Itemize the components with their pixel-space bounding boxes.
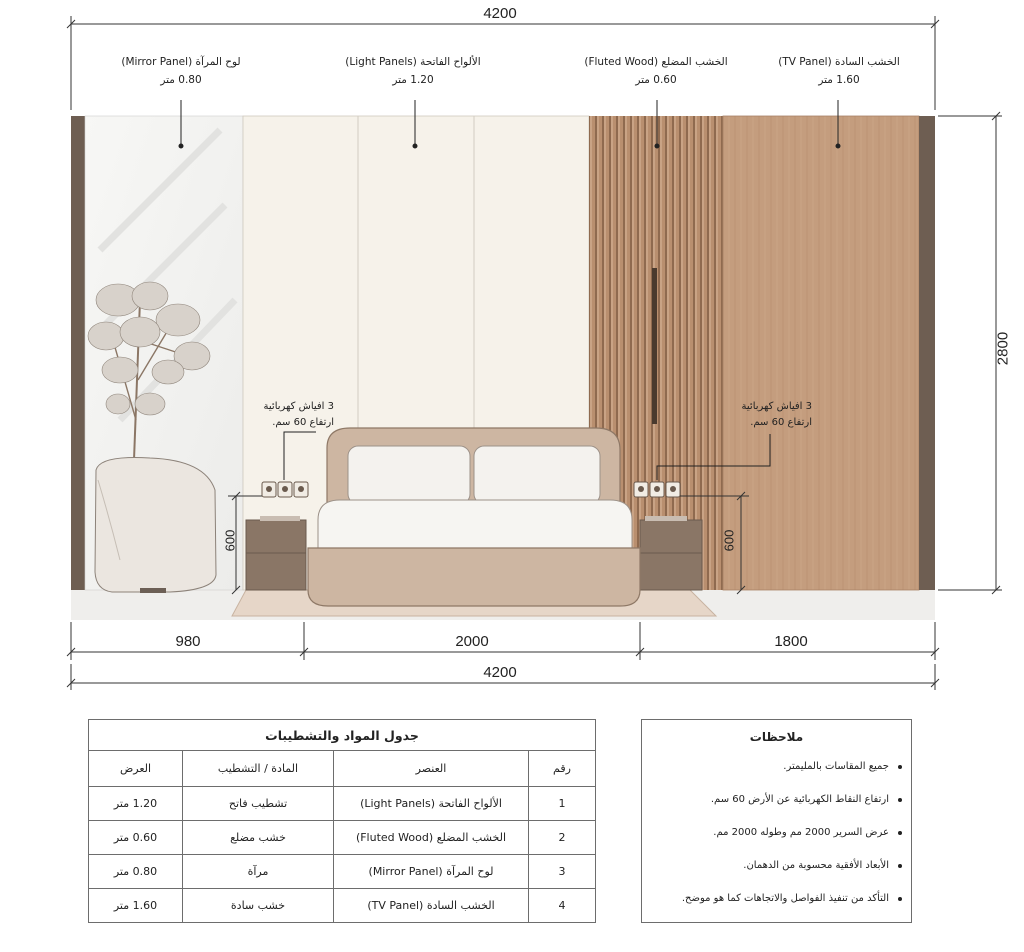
row-element: لوح المرآة (Mirror Panel) xyxy=(334,855,529,889)
row-width: 0.80 متر xyxy=(89,855,183,889)
row-material: خشب مضلع xyxy=(183,821,334,855)
header-element: العنصر xyxy=(334,751,529,787)
total-width-bottom-label: 4200 xyxy=(483,664,517,681)
note-item: ارتفاع النقاط الكهربائية عن الأرض 60 سم. xyxy=(648,783,889,816)
row-element: الخشب السادة (TV Panel) xyxy=(334,889,529,923)
row-material: تشطيب فاتح xyxy=(183,787,334,821)
notes-box xyxy=(641,719,912,923)
height-dimension-line xyxy=(938,112,1002,594)
notes-list xyxy=(642,750,911,915)
callout-fluted-wood xyxy=(568,53,744,89)
pillow xyxy=(348,446,470,504)
table-row xyxy=(89,855,596,889)
armchair xyxy=(95,458,216,594)
callout-title: الخشب السادة (TV Panel) xyxy=(778,56,900,68)
note-item: التأكد من تنفيذ الفواصل والاتجاهات كما هو موضح. xyxy=(648,882,889,915)
right-socket-note xyxy=(724,399,812,431)
socket-note-height: ارتفاع 60 سم. xyxy=(272,417,334,428)
left-socket-group xyxy=(262,482,308,497)
left-frame-post xyxy=(71,116,85,590)
bed-base xyxy=(308,548,640,606)
right-nightstand xyxy=(640,516,702,590)
left-span-label: 980 xyxy=(175,633,201,650)
callout-width: 0.60 متر xyxy=(635,74,677,86)
callout-title: الخشب المضلع (Fluted Wood) xyxy=(584,56,728,68)
materials-table xyxy=(88,719,596,923)
row-width: 1.20 متر xyxy=(89,787,183,821)
table-row xyxy=(89,889,596,923)
note-item: الأبعاد الأفقية محسوبة من الدهمان. xyxy=(648,849,889,882)
left-socket-note xyxy=(246,399,334,431)
header-width: العرض xyxy=(89,751,183,787)
row-element: الخشب المضلع (Fluted Wood) xyxy=(334,821,529,855)
left-nightstand xyxy=(246,516,306,590)
row-num: 4 xyxy=(529,889,596,923)
tv-panel xyxy=(723,116,919,590)
right-frame-post xyxy=(919,116,935,590)
callout-title: لوح المرآة (Mirror Panel) xyxy=(121,56,241,68)
socket-note-height: ارتفاع 60 سم. xyxy=(750,417,812,428)
header-num: رقم xyxy=(529,751,596,787)
right-socket-group xyxy=(634,482,680,497)
callout-mirror-panel xyxy=(100,53,262,89)
callout-width: 1.20 متر xyxy=(392,74,434,86)
fluted-panel-handle xyxy=(652,268,657,424)
pillow xyxy=(474,446,600,504)
bed-duvet xyxy=(318,500,632,552)
left-socket-height-label: 600 xyxy=(222,529,238,552)
row-width: 0.60 متر xyxy=(89,821,183,855)
row-num: 2 xyxy=(529,821,596,855)
socket-note-count: 3 افياش كهربائية xyxy=(263,401,334,412)
right-span-label: 1800 xyxy=(774,633,808,650)
row-num: 1 xyxy=(529,787,596,821)
row-element: الألواح الفاتحة (Light Panels) xyxy=(334,787,529,821)
note-item: جميع المقاسات بالمليمتر. xyxy=(648,750,889,783)
socket-note-count: 3 افياش كهربائية xyxy=(741,401,812,412)
callout-width: 1.60 متر xyxy=(818,74,860,86)
callout-tv-panel xyxy=(763,53,915,89)
row-width: 1.60 متر xyxy=(89,889,183,923)
total-width-top-label: 4200 xyxy=(483,5,517,22)
row-num: 3 xyxy=(529,855,596,889)
row-material: خشب سادة xyxy=(183,889,334,923)
callout-light-panels xyxy=(323,53,503,89)
header-material: المادة / التشطيب xyxy=(183,751,334,787)
table-row xyxy=(89,821,596,855)
materials-table-title: جدول المواد والتشطيبات xyxy=(89,720,596,751)
callout-width: 0.80 متر xyxy=(160,74,202,86)
row-material: مرآة xyxy=(183,855,334,889)
bed xyxy=(308,428,640,606)
table-row xyxy=(89,787,596,821)
total-height-label: 2800 xyxy=(994,331,1012,366)
note-item: عرض السرير 2000 مم وطوله 2000 مم. xyxy=(648,816,889,849)
callout-title: الألواح الفاتحة (Light Panels) xyxy=(345,56,481,68)
right-socket-height-label: 600 xyxy=(721,529,737,552)
bed-span-label: 2000 xyxy=(455,633,489,650)
notes-title: ملاحظات xyxy=(749,730,804,744)
